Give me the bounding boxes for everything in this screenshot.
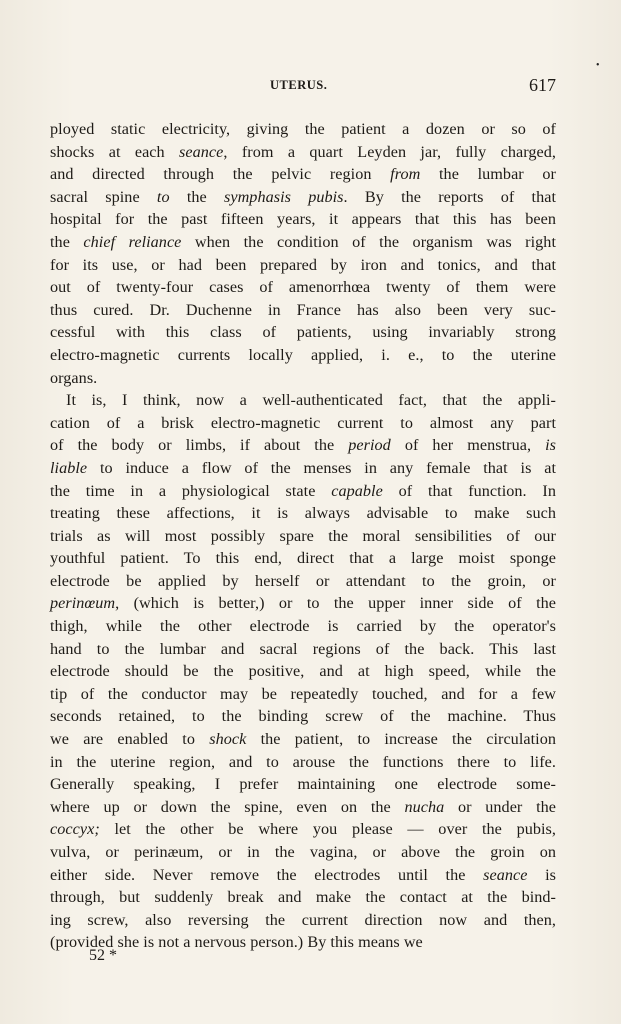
text-line <box>50 163 556 186</box>
text-run: out of twenty-four cases of amenorrhœa twenty of them were <box>50 278 556 297</box>
text-line <box>50 818 556 841</box>
text-line <box>50 480 556 503</box>
text-run: when the condition of the organism was right <box>181 232 556 251</box>
text-line <box>50 931 556 954</box>
text-run: ployed static electricity, giving the patient a dozen or so of <box>50 120 556 138</box>
text-line <box>50 254 556 277</box>
text-line <box>50 457 556 480</box>
text-line <box>50 547 556 570</box>
text-run: hospital for the past fifteen years, it appears that this has been <box>50 210 556 229</box>
text-run: thigh, while the other electrode is carried by the operator's <box>50 617 556 636</box>
text-run: youthful patient. To this end, direct that a large moist sponge <box>50 549 556 568</box>
text-run: vulva, or perinæum, or in the vagina, or above the groin on <box>50 843 556 861</box>
italic-text-run: nucha <box>404 797 445 816</box>
text-line <box>50 660 556 683</box>
italic-text-run: seance <box>483 865 528 884</box>
text-line <box>50 118 556 141</box>
text-line <box>50 344 556 367</box>
page-header <box>50 75 556 98</box>
text-run: . By the reports of that <box>343 187 557 206</box>
italic-text-run: seance <box>179 142 224 161</box>
text-line <box>50 186 556 209</box>
italic-text-run: from <box>390 165 421 184</box>
text-line <box>50 299 556 322</box>
text-run: ing screw, also reversing the current direction now and then, <box>50 910 556 929</box>
text-line <box>50 592 556 615</box>
text-run: or under the <box>444 797 556 816</box>
text-run: hand to the lumbar and sacral regions of the back. This last <box>50 639 556 658</box>
text-run: It is, I think, now a well-authenticated fact, that the appli- <box>66 391 556 410</box>
text-run: electro-magnetic currents locally applied, i. e., to the uterine <box>50 345 556 364</box>
text-run: for its use, or had been prepared by iron and tonics, and that <box>50 255 556 274</box>
text-run: seconds retained, to the binding screw of the machine. Thus <box>50 707 556 726</box>
text-run: is <box>527 865 556 884</box>
text-run: cessful with this class of patients, using invariably strong <box>50 323 556 342</box>
text-run: through, but suddenly break and make the contact at the bind- <box>50 888 556 907</box>
text-line <box>50 276 556 299</box>
text-run: electrode should be the positive, and at high speed, while the <box>50 662 556 681</box>
text-line <box>50 841 556 864</box>
text-line <box>50 728 556 751</box>
italic-text-run: is <box>545 436 557 455</box>
text-run: tip of the conductor may be repeatedly touched, and for a few <box>50 684 556 703</box>
text-run: of the body or limbs, if about the <box>50 436 349 455</box>
text-run: let the other be where you please — over the pubis, <box>99 820 556 839</box>
text-run: (provided she is not a nervous person.) By this means we <box>50 933 423 952</box>
text-line <box>50 796 556 819</box>
page-edge-mark: • <box>596 60 600 71</box>
text-run: of that function. In <box>382 481 556 500</box>
text-run: the patient, to increase the circulation <box>246 730 556 749</box>
italic-text-run: shock <box>209 730 247 749</box>
text-line <box>50 909 556 932</box>
text-line <box>50 773 556 796</box>
text-run: the <box>50 232 84 251</box>
text-run: of her menstrua, <box>390 436 546 455</box>
text-run: in the uterine region, and to arouse the functions there to life. <box>50 752 556 771</box>
text-line <box>50 751 556 774</box>
italic-text-run: perinœum <box>50 594 116 613</box>
text-line <box>50 864 556 887</box>
text-run: and directed through the pelvic region <box>50 165 391 184</box>
text-line <box>50 389 556 412</box>
italic-text-run: capable <box>331 481 383 500</box>
signature-mark: 52 * <box>89 947 117 964</box>
page-number: 617 <box>529 75 556 95</box>
text-line <box>50 231 556 254</box>
text-line <box>50 321 556 344</box>
text-run: the time in a physiological state <box>50 481 332 500</box>
text-line <box>50 434 556 457</box>
text-line <box>50 683 556 706</box>
italic-text-run: symphasis pubis <box>223 187 344 206</box>
text-run: Generally speaking, I prefer maintaining one electrode some- <box>50 775 556 794</box>
text-run: the <box>169 187 224 206</box>
text-line <box>50 208 556 231</box>
italic-text-run: liable <box>50 458 88 477</box>
text-run: , from a quart Leyden jar, fully charged, <box>223 142 556 161</box>
text-line <box>50 412 556 435</box>
text-run: , (which is better,) or to the upper inner side of the <box>115 594 556 613</box>
text-run: the lumbar or <box>420 165 556 184</box>
text-line <box>50 615 556 638</box>
text-run: sacral spine <box>50 187 157 206</box>
italic-text-run: period <box>348 436 391 455</box>
text-line <box>50 705 556 728</box>
italic-text-run: coccyx; <box>50 820 100 839</box>
italic-text-run: chief reliance <box>83 232 182 251</box>
text-run: either side. Never remove the electrodes until the <box>50 865 484 884</box>
text-line <box>50 525 556 548</box>
text-run: we are enabled to <box>50 730 210 749</box>
text-line <box>50 502 556 525</box>
text-run: electrode be applied by herself or attendant to the groin, or <box>50 571 556 590</box>
body-text <box>50 118 556 954</box>
text-line <box>50 638 556 661</box>
text-run: organs. <box>50 368 98 387</box>
text-run: cation of a brisk electro-magnetic current to almost any part <box>50 413 556 432</box>
text-run: treating these affections, it is always advisable to make such <box>50 504 556 523</box>
text-run: thus cured. Dr. Duchenne in France has also been very suc- <box>50 300 556 319</box>
text-run: where up or down the spine, even on the <box>50 797 405 816</box>
text-run: trials as will most possibly spare the moral sensibilities of our <box>50 526 556 545</box>
text-line <box>50 886 556 909</box>
text-line <box>50 367 556 390</box>
text-run: shocks at each <box>50 142 180 161</box>
italic-text-run: to <box>156 187 170 206</box>
text-run: to induce a flow of the menses in any female that is at <box>87 458 556 477</box>
text-line <box>50 570 556 593</box>
text-line <box>50 141 556 164</box>
running-head: UTERUS. <box>270 78 328 92</box>
